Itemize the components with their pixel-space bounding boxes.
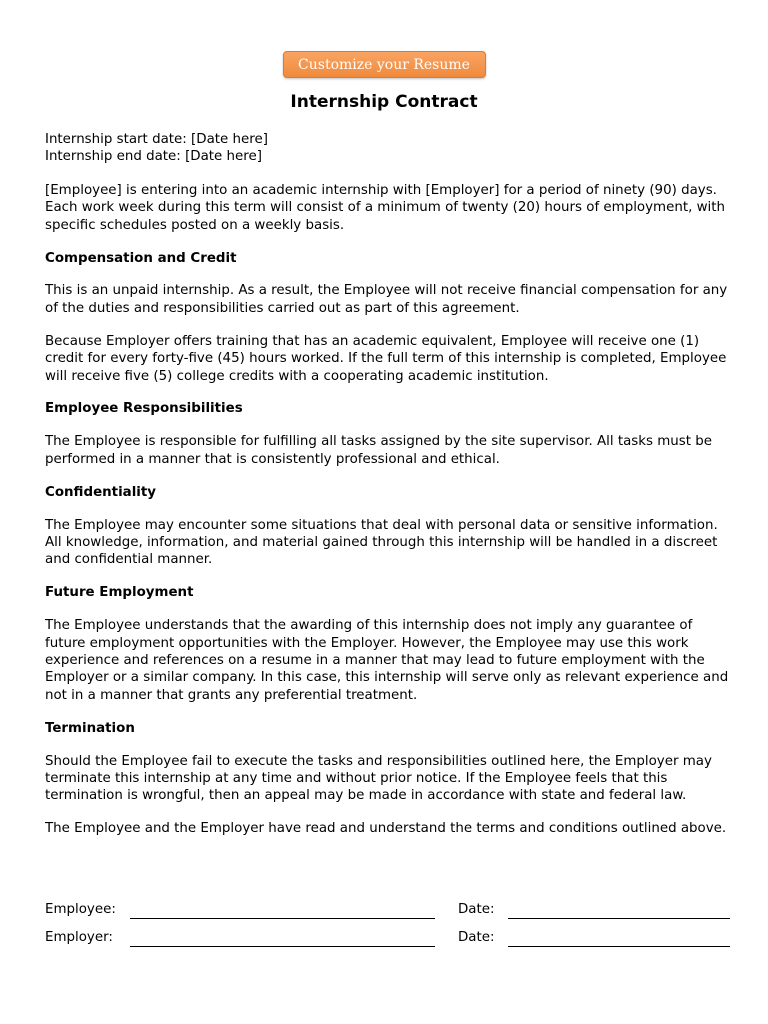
employee-date-label: Date: (458, 902, 495, 917)
compensation-paragraph-2: Because Employer offers training that has an academic equivalent, Employee will receive one (1) credit for every forty-five (45) hours worked. If the full term of this internship is completed, Employee will receive five (5) college credits with a cooperating academic institution. (45, 333, 727, 384)
employee-signature-label: Employee: (45, 902, 116, 917)
section-heading-termination: Termination (45, 720, 135, 736)
employer-signature-label: Employer: (45, 930, 113, 945)
signature-block (45, 902, 735, 958)
termination-paragraph: Should the Employee fail to execute the tasks and responsibilities outlined here, the Employer may terminate this internship at any time and without prior notice. If the Employee feels that this termination is wrongful, then an appeal may be made in accordance with state and federal law. (45, 753, 712, 804)
document-body (45, 131, 735, 853)
document-title: Internship Contract (290, 92, 478, 112)
start-date-line: Internship start date: [Date here] (45, 132, 268, 147)
responsibilities-paragraph: The Employee is responsible for fulfilling all tasks assigned by the site supervisor. All tasks must be performed in a manner that is consistently professional and ethical. (45, 434, 713, 467)
section-heading-compensation: Compensation and Credit (45, 250, 237, 266)
section-heading-confidentiality: Confidentiality (45, 484, 157, 500)
future-employment-paragraph: The Employee understands that the awarding of this internship does not imply any guarantee of future employment opportunities with the Employer. However, the Employee may use this work experience and references on a resume in a manner that may lead to future employment with the Employer or a similar company. In this case, this internship will serve only as relevant experience and not in a manner that grants any preferential treatment. (45, 618, 729, 703)
closing-paragraph: The Employee and the Employer have read and understand the terms and conditions outlined above. (45, 821, 727, 837)
signature-row-employer (45, 930, 735, 958)
compensation-paragraph-1: This is an unpaid internship. As a result, the Employee will not receive financial compensation for any of the duties and responsibilities carried out as part of this agreement. (45, 283, 728, 316)
section-heading-future-employment: Future Employment (45, 585, 194, 601)
employee-signature-line (130, 918, 435, 919)
end-date-line: Internship end date: [Date here] (45, 149, 262, 165)
section-heading-responsibilities: Employee Responsibilities (45, 401, 243, 417)
cta-container (0, 51, 768, 78)
employer-date-label: Date: (458, 930, 495, 945)
employer-signature-line (130, 946, 435, 947)
internship-dates (45, 131, 735, 166)
signature-row-employee (45, 902, 735, 930)
intro-paragraph: [Employee] is entering into an academic internship with [Employer] for a period of ninety (90) days. Each work week during this term will consist of a minimum of twenty (20) hours of employment, with specific schedules posted on a weekly basis. (45, 182, 725, 233)
confidentiality-paragraph: The Employee may encounter some situations that deal with personal data or sensitive information. All knowledge, information, and material gained through this internship will be handled in a discreet and confidential manner. (45, 517, 718, 568)
employee-date-line (508, 918, 730, 919)
employer-date-line (508, 946, 730, 947)
customize-resume-button[interactable]: Customize your Resume (283, 51, 486, 78)
